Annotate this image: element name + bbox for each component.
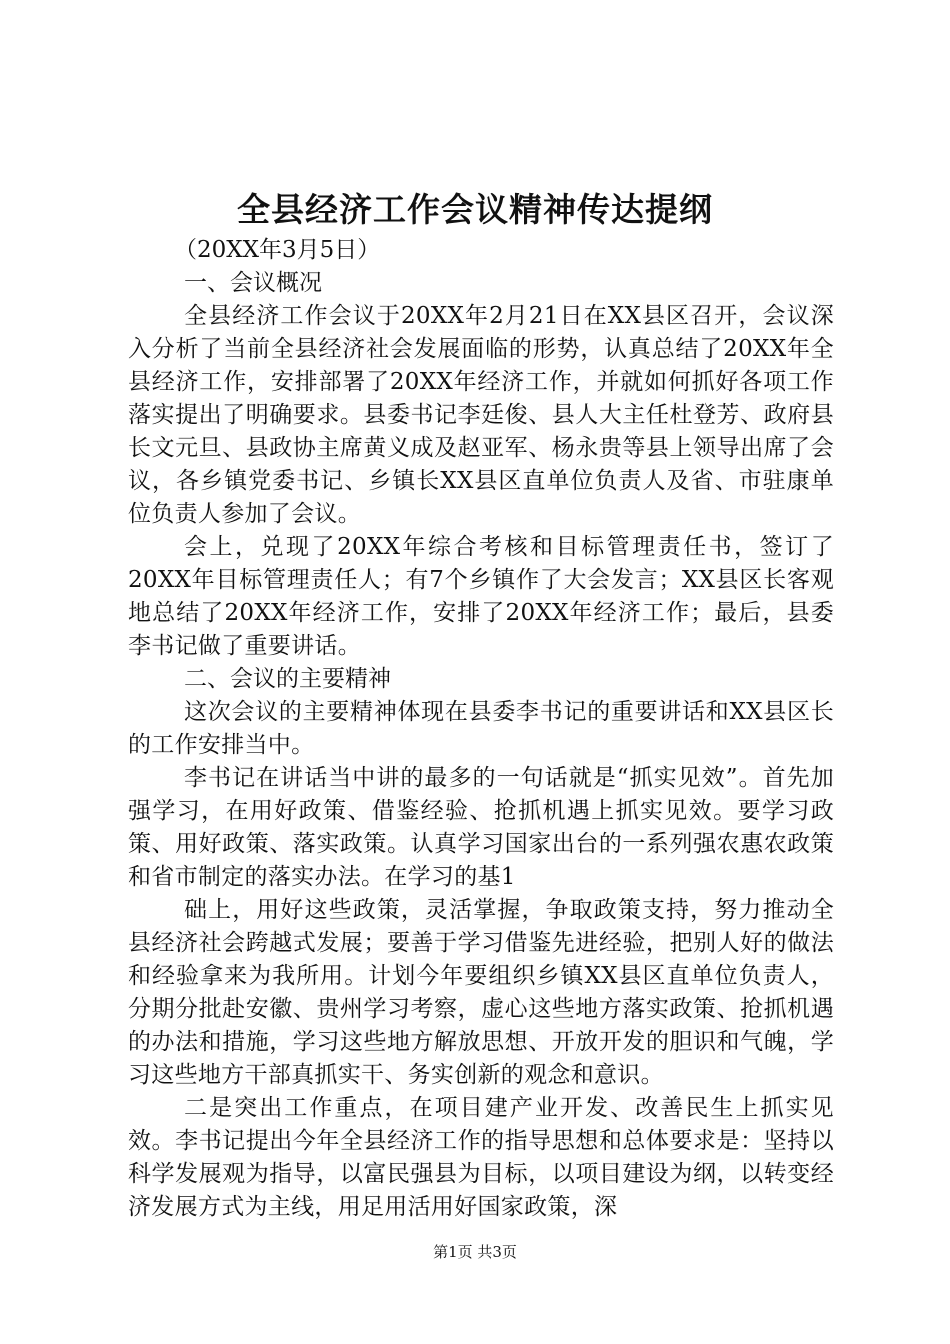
document-title: 全县经济工作会议精神传达提纲 [237, 190, 713, 229]
page-footer: 第1页 共3页 [433, 1243, 517, 1261]
paragraph: 会上，兑现了20XX年综合考核和目标管理责任书，签订了20XX年目标管理责任人；有7个乡镇作了大会发言；XX县区长客观地总结了20XX年经济工作，安排了20XX年经济工作；最后，县委李书记做了重要讲话。 [128, 534, 834, 659]
paragraph: 二是突出工作重点，在项目建产业开发、改善民生上抓实见效。李书记提出今年全县经济工作的指导思想和总体要求是：坚持以科学发展观为指导，以富民强县为目标，以项目建设为纲，以转变经济发展方式为主线，用足用活用好国家政策，深 [128, 1095, 834, 1220]
document-body [128, 234, 834, 1224]
paragraph: 全县经济工作会议于20XX年2月21日在XX县区召开，会议深入分析了当前全县经济社会发展面临的形势，认真总结了20XX年全县经济工作，安排部署了20XX年经济工作，并就如何抓好各项工作落实提出了明确要求。县委书记李廷俊、县人大主任杜登芳、政府县长文元旦、县政协主席黄义成及赵亚军、杨永贵等县上领导出席了会议，各乡镇党委书记、乡镇长XX县区直单位负责人及省、市驻康单位负责人参加了会议。 [128, 303, 834, 527]
section-heading-overview: 一、会议概况 [184, 270, 322, 296]
section-heading-main-spirit: 二、会议的主要精神 [184, 666, 391, 692]
paragraph: 这次会议的主要精神体现在县委李书记的重要讲话和XX县区长的工作安排当中。 [128, 699, 834, 758]
document-date: （20XX年3月5日） [174, 237, 381, 263]
paragraph: 李书记在讲话当中讲的最多的一句话就是“抓实见效”。首先加强学习，在用好政策、借鉴经验、抢抓机遇上抓实见效。要学习政策、用好政策、落实政策。认真学习国家出台的一系列强农惠农政策和省市制定的落实办法。在学习的基1 [128, 765, 834, 890]
paragraph: 础上，用好这些政策，灵活掌握，争取政策支持，努力推动全县经济社会跨越式发展；要善于学习借鉴先进经验，把别人好的做法和经验拿来为我所用。计划今年要组织乡镇XX县区直单位负责人，分期分批赴安徽、贵州学习考察，虚心这些地方落实政策、抢抓机遇的办法和措施，学习这些地方解放思想、开放开发的胆识和气魄，学习这些地方干部真抓实干、务实创新的观念和意识。 [128, 897, 834, 1088]
